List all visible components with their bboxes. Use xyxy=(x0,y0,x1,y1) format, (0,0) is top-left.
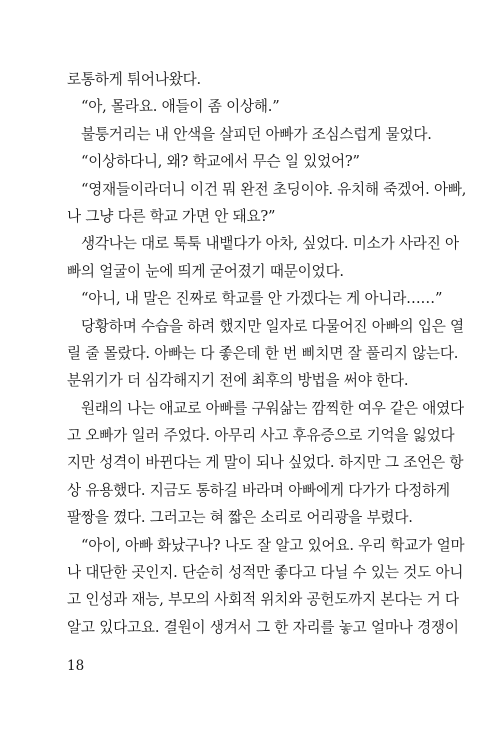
page-number: 18 xyxy=(67,658,85,674)
text-line: 빠의 얼굴이 눈에 띄게 굳어졌기 때문이었다. xyxy=(67,262,344,280)
text-line: 고 오빠가 일러 주었다. 아무리 사고 후유증으로 기억을 잃었다 xyxy=(67,427,455,445)
text-line: “아니, 내 말은 진짜로 학교를 안 가겠다는 게 아니라……” xyxy=(81,290,443,308)
text-line: 당황하며 수습을 하려 했지만 일자로 다물어진 아빠의 입은 열 xyxy=(81,317,464,335)
text-line: “아, 몰라요. 애들이 좀 이상해.” xyxy=(81,98,280,116)
text-line: 릴 줄 몰랐다. 아빠는 다 좋은데 한 번 삐치면 잘 풀리지 않는다. xyxy=(67,344,459,362)
text-line: 팔짱을 꼈다. 그러고는 혀 짧은 소리로 어리광을 부렸다. xyxy=(67,509,413,527)
text-line: “아이, 아빠 화났구나? 나도 잘 알고 있어요. 우리 학교가 얼마 xyxy=(81,536,465,554)
text-line: 분위기가 더 심각해지기 전에 최후의 방법을 써야 한다. xyxy=(67,372,409,390)
body-text xyxy=(67,66,467,641)
text-line: 상 유용했다. 지금도 통하길 바라며 아빠에게 다가가 다정하게 xyxy=(67,481,450,499)
text-line: 생각나는 대로 툭툭 내뱉다가 아차, 싶었다. 미소가 사라진 아 xyxy=(81,235,459,253)
text-line: 불퉁거리는 내 안색을 살피던 아빠가 조심스럽게 물었다. xyxy=(81,125,432,143)
text-line: “이상하다니, 왜? 학교에서 무슨 일 있었어?” xyxy=(81,153,360,171)
text-line: 고 인성과 재능, 부모의 사회적 위치와 공헌도까지 본다는 거 다 xyxy=(67,591,459,609)
text-line: 나 대단한 곳인지. 단순히 성적만 좋다고 다닐 수 있는 것도 아니 xyxy=(67,564,464,582)
text-line: 지만 성격이 바뀐다는 게 말이 되나 싶었다. 하지만 그 조언은 항 xyxy=(67,454,464,472)
text-line: “영재들이라더니 이건 뭐 완전 초딩이야. 유치해 죽겠어. 아빠, xyxy=(81,180,467,198)
text-line: 원래의 나는 애교로 아빠를 구워삶는 깜찍한 여우 같은 애였다 xyxy=(81,399,464,417)
text-line: 나 그냥 다른 학교 가면 안 돼요?” xyxy=(67,207,276,225)
text-line: 알고 있다고요. 결원이 생겨서 그 한 자리를 놓고 얼마나 경쟁이 xyxy=(67,618,459,636)
text-line: 로통하게 튀어나왔다. xyxy=(67,71,201,88)
